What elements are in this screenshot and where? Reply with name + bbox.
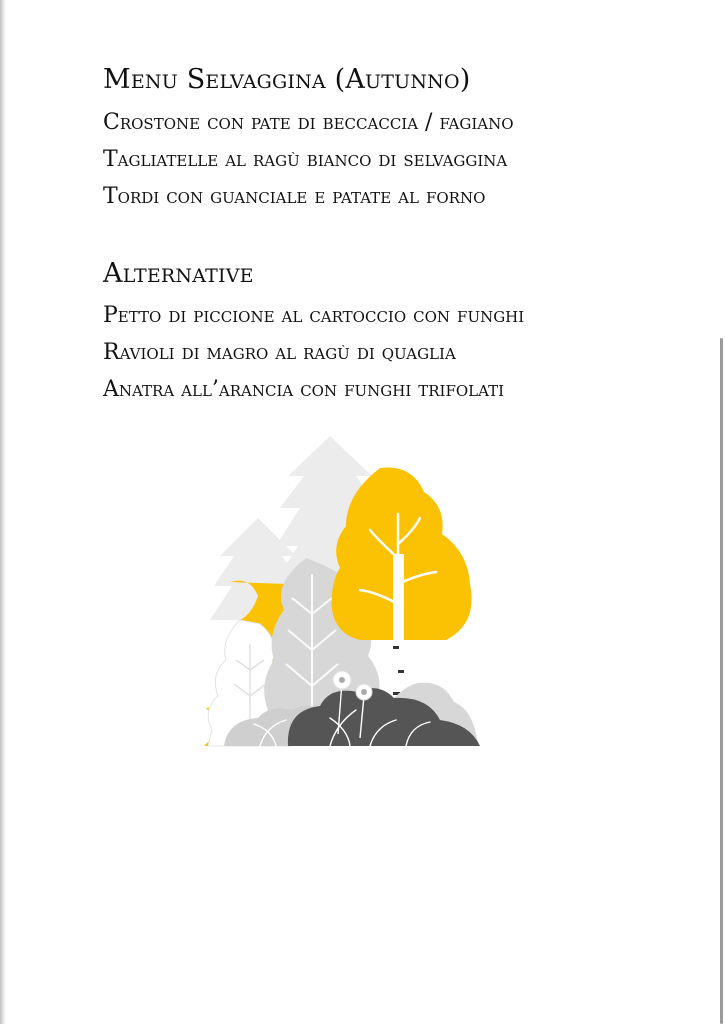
menu-item: Tordi con guanciale e patate al forno <box>103 184 486 209</box>
alternative-item: Ravioli di magro al ragù di quaglia <box>103 340 456 365</box>
menu-item: Tagliatelle al ragù bianco di selvaggina <box>103 147 508 172</box>
alternatives-title: Alternative <box>103 258 254 289</box>
alternative-item: Petto di piccione al cartoccio con funghi <box>103 303 525 328</box>
autumn-forest-illustration <box>180 434 490 754</box>
scrollbar[interactable] <box>720 338 723 1024</box>
page-edge-shadow <box>0 0 6 1024</box>
menu-title: Menu Selvaggina (Autunno) <box>103 64 471 95</box>
alternative-item: Anatra all’arancia con funghi trifolati <box>103 377 505 402</box>
menu-item: Crostone con pate di beccaccia / fagiano <box>103 110 514 135</box>
